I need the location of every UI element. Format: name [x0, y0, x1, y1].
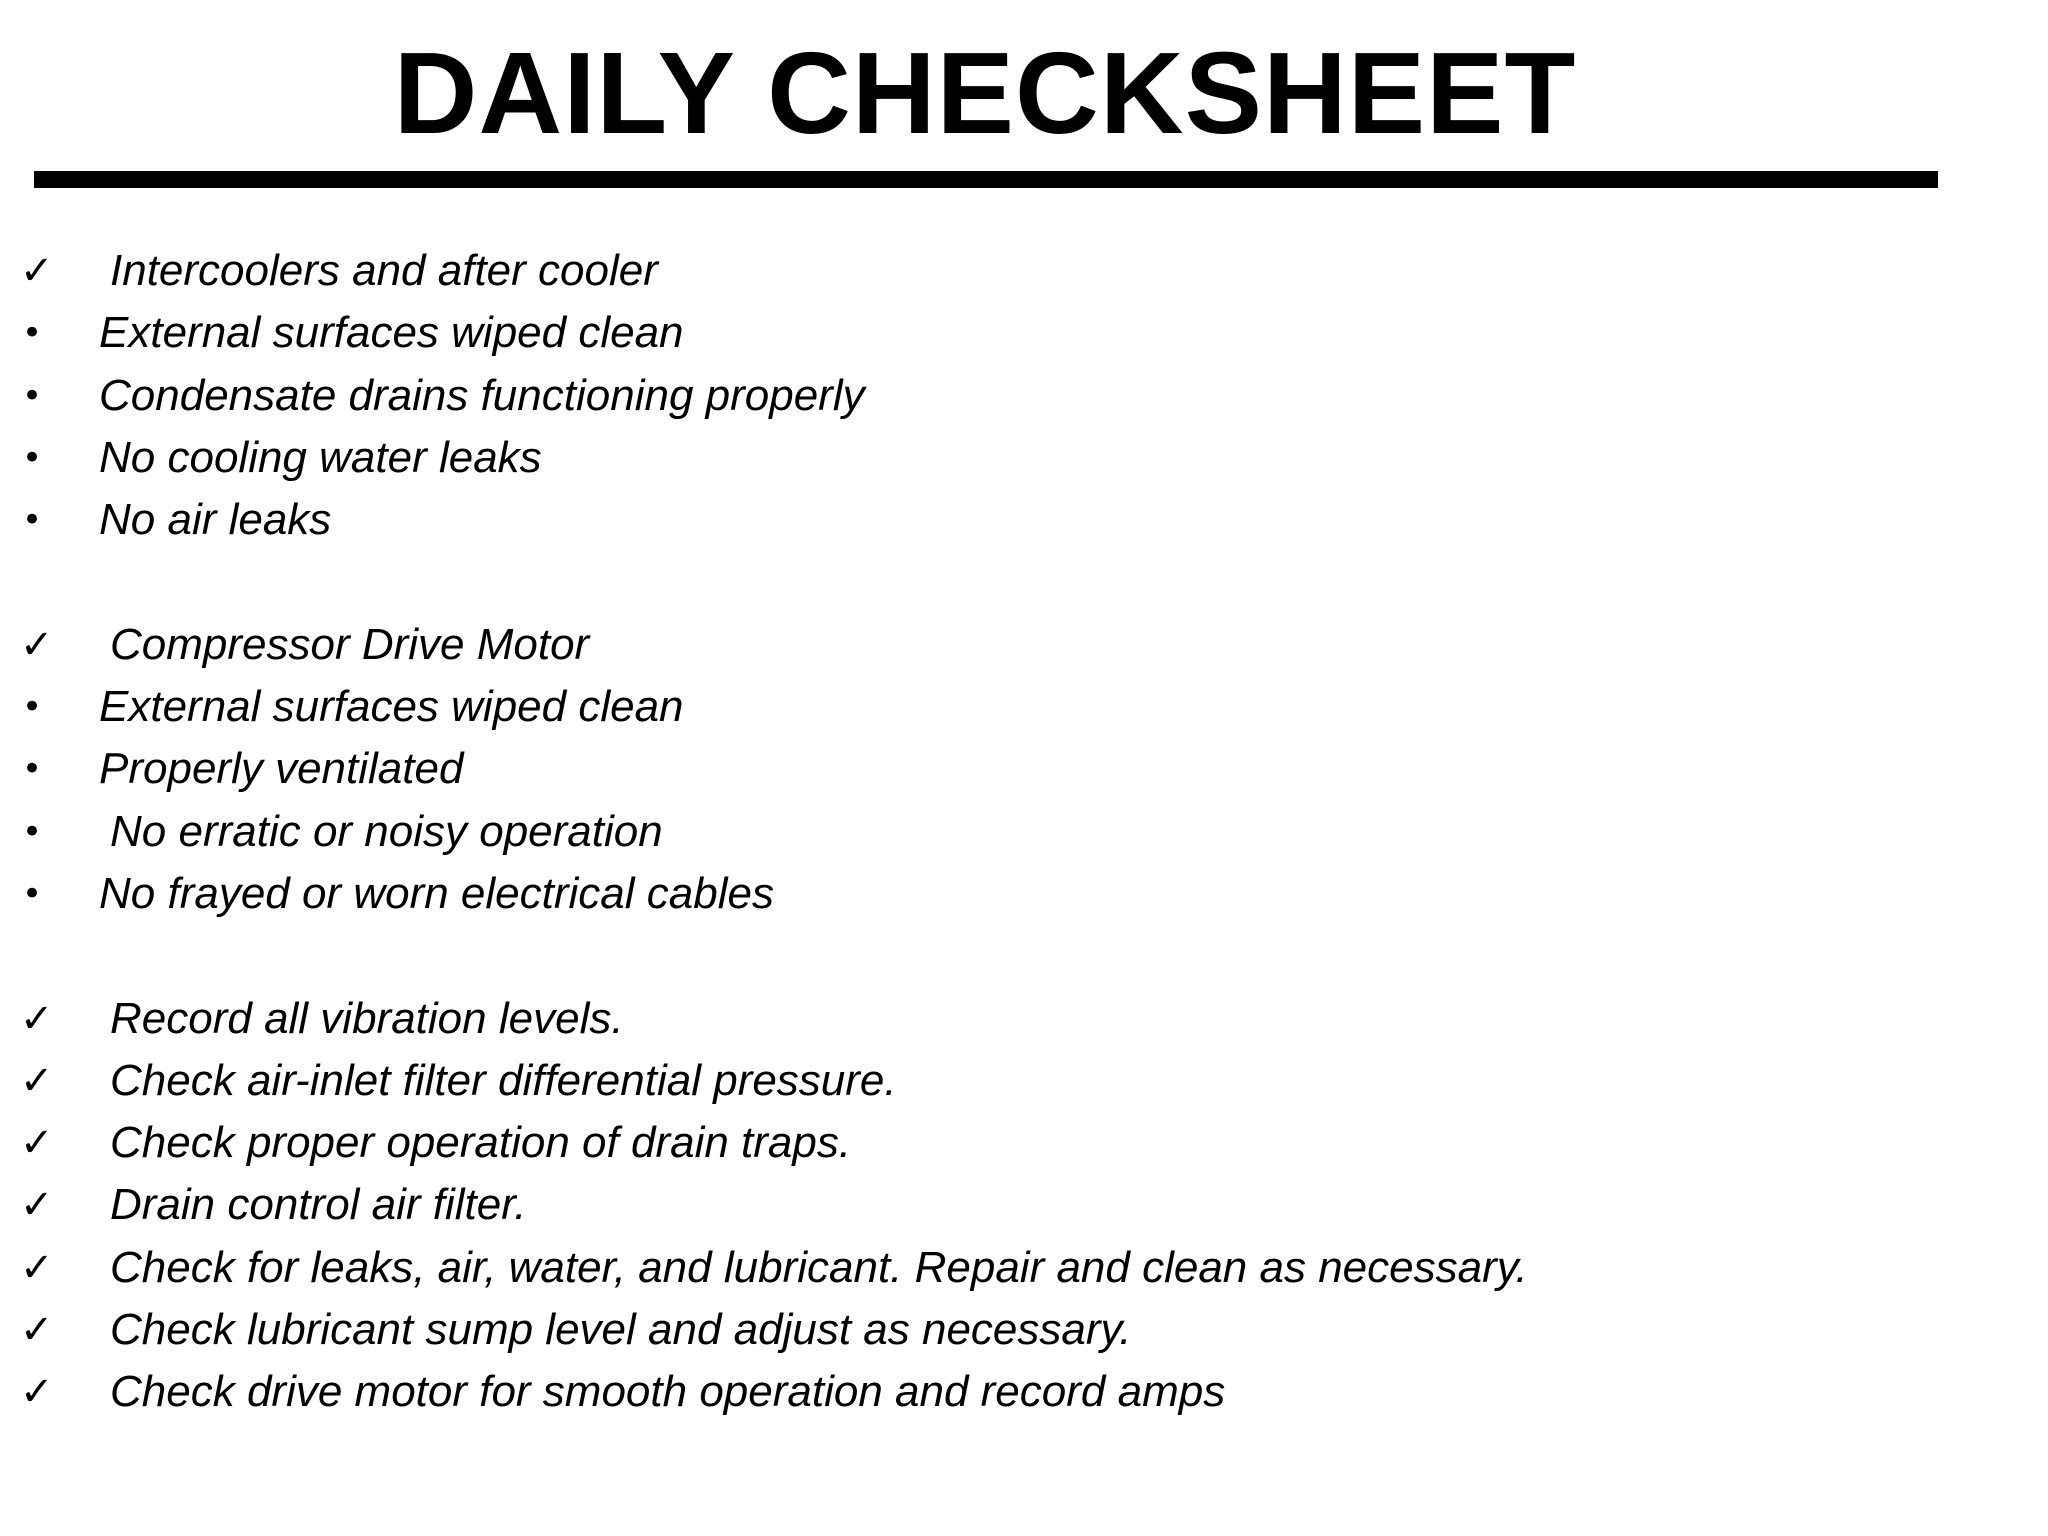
checklist-sub-item — [0, 302, 2000, 364]
checklist-header-item — [0, 240, 2000, 302]
checklist-item-text: Properly ventilated — [99, 744, 464, 794]
checklist-sub-item — [0, 489, 2000, 551]
checklist-sub-item — [0, 863, 2000, 925]
checkmark-icon: ✓ — [20, 1057, 54, 1104]
checklist-item — [0, 1112, 2000, 1174]
page-title: DAILY CHECKSHEET — [393, 28, 1577, 158]
checklist-item-text: External surfaces wiped clean — [99, 308, 684, 358]
checklist-item-text: Record all vibration levels. — [110, 993, 624, 1043]
title-divider — [34, 171, 1938, 188]
checkmark-icon: ✓ — [20, 1307, 54, 1354]
checklist-item — [0, 1361, 2000, 1423]
checkmark-icon: ✓ — [20, 621, 54, 668]
checklist-item — [0, 1299, 2000, 1361]
checklist-item-text: Check drive motor for smooth operation and record amps — [110, 1367, 1226, 1417]
bullet-icon: • — [22, 873, 43, 914]
checklist-sub-item — [0, 427, 2000, 489]
checkmark-icon: ✓ — [20, 248, 54, 294]
bullet-icon: • — [22, 313, 43, 354]
checkmark-icon: ✓ — [20, 1120, 54, 1167]
checklist-item — [0, 1237, 2000, 1299]
checklist-item-text: Drain control air filter. — [110, 1180, 527, 1230]
bullet-icon: • — [22, 500, 43, 541]
section-spacer — [0, 551, 2000, 613]
checklist-item-text: Intercoolers and after cooler — [110, 246, 658, 295]
checkmark-icon: ✓ — [20, 1369, 54, 1416]
checklist-item-text: Check air-inlet filter differential pressure. — [110, 1055, 897, 1105]
checklist — [0, 240, 2000, 1424]
checklist-item-text: Check proper operation of drain traps. — [110, 1118, 852, 1168]
checklist-item — [0, 1174, 2000, 1236]
checkmark-icon: ✓ — [20, 1182, 54, 1229]
checklist-item-text: No frayed or worn electrical cables — [99, 868, 774, 918]
checklist-item — [0, 1050, 2000, 1112]
bullet-icon: • — [22, 687, 43, 728]
checklist-item-text: Check lubricant sump level and adjust as necessary. — [110, 1305, 1132, 1355]
checkmark-icon: ✓ — [20, 995, 54, 1042]
checklist-item-text: Compressor Drive Motor — [110, 619, 590, 669]
checklist-item-text: External surfaces wiped clean — [99, 682, 684, 732]
checkmark-icon: ✓ — [20, 1244, 54, 1291]
checklist-sub-item — [0, 801, 2000, 863]
checklist-sub-item — [0, 676, 2000, 738]
checklist-item-text: No erratic or noisy operation — [110, 806, 663, 856]
checklist-item-text: Check for leaks, air, water, and lubricant. Repair and clean as necessary. — [110, 1242, 1528, 1292]
bullet-icon: • — [22, 811, 43, 852]
checklist-sub-item — [0, 738, 2000, 800]
checklist-header-item — [0, 614, 2000, 676]
bullet-icon: • — [22, 437, 43, 478]
checklist-item-text: No cooling water leaks — [99, 432, 542, 482]
checklist-item-text: No air leaks — [99, 495, 332, 545]
checklist-item — [0, 988, 2000, 1050]
bullet-icon: • — [22, 749, 43, 790]
checklist-item-text: Condensate drains functioning properly — [99, 370, 865, 420]
bullet-icon: • — [22, 375, 43, 416]
checklist-sub-item — [0, 365, 2000, 427]
section-spacer — [0, 925, 2000, 987]
